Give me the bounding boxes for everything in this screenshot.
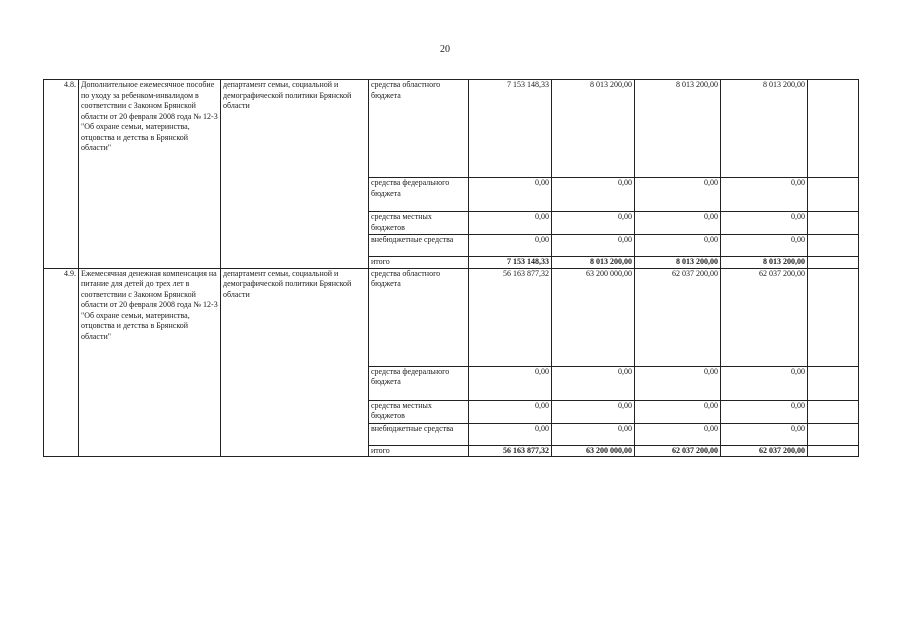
- amount-year-4: 62 037 200,00: [721, 445, 808, 457]
- responsible-department: департамент семьи, социальной и демографической политики Брянской области: [221, 80, 369, 269]
- funding-source: средства областного бюджета: [369, 80, 469, 178]
- funding-source: средства областного бюджета: [369, 268, 469, 366]
- amount-year-4: 8 013 200,00: [721, 257, 808, 269]
- empty-cell: [808, 235, 859, 257]
- amount-year-1: 0,00: [469, 366, 552, 400]
- amount-year-3: 0,00: [635, 212, 721, 235]
- funding-source: внебюджетные средства: [369, 235, 469, 257]
- amount-year-1: 0,00: [469, 235, 552, 257]
- amount-year-2: 8 013 200,00: [552, 257, 635, 269]
- amount-year-2: 0,00: [552, 178, 635, 212]
- amount-year-3: 62 037 200,00: [635, 445, 721, 457]
- responsible-department: департамент семьи, социальной и демографической политики Брянской области: [221, 268, 369, 457]
- empty-cell: [808, 366, 859, 400]
- funding-source: средства федерального бюджета: [369, 366, 469, 400]
- amount-year-3: 8 013 200,00: [635, 257, 721, 269]
- empty-cell: [808, 212, 859, 235]
- amount-year-1: 0,00: [469, 178, 552, 212]
- funding-source: итого: [369, 445, 469, 457]
- empty-cell: [808, 257, 859, 269]
- amount-year-3: 0,00: [635, 178, 721, 212]
- funding-source: средства местных бюджетов: [369, 400, 469, 423]
- amount-year-1: 0,00: [469, 400, 552, 423]
- funding-source: внебюджетные средства: [369, 423, 469, 445]
- funding-source: средства федерального бюджета: [369, 178, 469, 212]
- amount-year-4: 0,00: [721, 212, 808, 235]
- amount-year-4: 0,00: [721, 235, 808, 257]
- amount-year-2: 0,00: [552, 235, 635, 257]
- amount-year-3: 8 013 200,00: [635, 80, 721, 178]
- measure-description: Дополнительное ежемесячное пособие по уходу за ребенком-инвалидом в соответствии с Законом Брянской области от 20 февраля 2008 года № 12-3 "Об охране семьи, материнства, отцовства и детства в Брянской области": [79, 80, 221, 269]
- amount-year-4: 8 013 200,00: [721, 80, 808, 178]
- measure-description: Ежемесячная денежная компенсация на питание для детей до трех лет в соответствии с Законом Брянской области от 20 февраля 2008 года № 12-3 "Об охране семьи, материнства, отцовства и детства в Брянской области": [79, 268, 221, 457]
- amount-year-3: 0,00: [635, 400, 721, 423]
- empty-cell: [808, 178, 859, 212]
- amount-year-3: 0,00: [635, 366, 721, 400]
- amount-year-1: 0,00: [469, 423, 552, 445]
- funding-source: средства местных бюджетов: [369, 212, 469, 235]
- amount-year-2: 63 200 000,00: [552, 445, 635, 457]
- amount-year-2: 0,00: [552, 366, 635, 400]
- amount-year-1: 7 153 148,33: [469, 80, 552, 178]
- amount-year-2: 0,00: [552, 212, 635, 235]
- row-index: 4.9.: [44, 268, 79, 457]
- amount-year-2: 8 013 200,00: [552, 80, 635, 178]
- amount-year-4: 0,00: [721, 366, 808, 400]
- empty-cell: [808, 445, 859, 457]
- amount-year-4: 0,00: [721, 423, 808, 445]
- amount-year-1: 7 153 148,33: [469, 257, 552, 269]
- row-index: 4.8.: [44, 80, 79, 269]
- amount-year-3: 0,00: [635, 235, 721, 257]
- amount-year-4: 0,00: [721, 178, 808, 212]
- amount-year-1: 0,00: [469, 212, 552, 235]
- funding-source: итого: [369, 257, 469, 269]
- amount-year-1: 56 163 877,32: [469, 445, 552, 457]
- empty-cell: [808, 400, 859, 423]
- empty-cell: [808, 80, 859, 178]
- empty-cell: [808, 423, 859, 445]
- amount-year-2: 63 200 000,00: [552, 268, 635, 366]
- budget-table: [43, 79, 859, 457]
- empty-cell: [808, 268, 859, 366]
- amount-year-1: 56 163 877,32: [469, 268, 552, 366]
- table-row: [44, 80, 859, 178]
- amount-year-3: 62 037 200,00: [635, 268, 721, 366]
- amount-year-2: 0,00: [552, 423, 635, 445]
- amount-year-2: 0,00: [552, 400, 635, 423]
- amount-year-3: 0,00: [635, 423, 721, 445]
- table-row: [44, 268, 859, 366]
- page-number: 20: [440, 44, 450, 55]
- amount-year-4: 62 037 200,00: [721, 268, 808, 366]
- amount-year-4: 0,00: [721, 400, 808, 423]
